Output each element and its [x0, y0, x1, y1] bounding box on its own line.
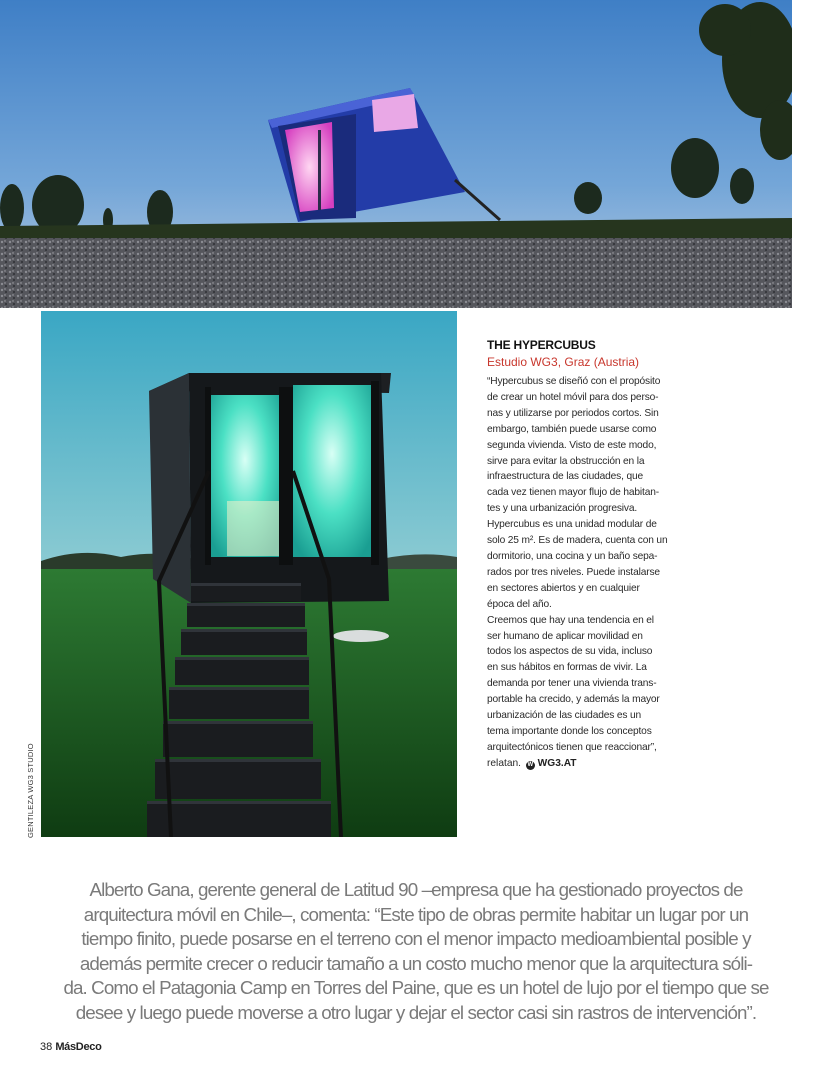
sidebar-text-line: dormitorio, una cocina y un baño sepa- [487, 550, 658, 562]
page-footer [40, 1041, 102, 1053]
source-prefix: relatan. [487, 757, 521, 769]
pull-quote [40, 878, 792, 1025]
pull-quote-line: desee y luego puede moverse a otro lugar y dejar el sector casi sin rastros de intervención”. [75, 1001, 757, 1023]
sidebar-text-line: infraestructura de las ciudades, que [487, 471, 643, 483]
sidebar-title: THE HYPERCUBUS [487, 338, 596, 352]
sidebar-body [487, 374, 677, 756]
source-row [487, 756, 677, 772]
sidebar-text-line: todos los aspectos de su vida, incluso [487, 646, 653, 658]
top-photo-hypercubus-dusk [0, 0, 792, 308]
sidebar-text-line: sirve para evitar la obstrucción en la [487, 455, 645, 467]
sidebar-text-line: de crear un hotel móvil para dos perso- [487, 391, 659, 403]
pull-quote-line: arquitectura móvil en Chile–, comenta: “Este tipo de obras permite habitar un lugar por un [83, 903, 749, 925]
sidebar-text-line: tes y una urbanización progresiva. [487, 503, 638, 515]
sidebar-text-line: portable ha crecido, y además la mayor [487, 694, 660, 706]
sidebar-subtitle: Estudio WG3, Graz (Austria) [487, 355, 640, 369]
middle-photo-hypercubus-stairs [41, 311, 457, 837]
sidebar-text-line: Hypercubus es una unidad modular de [487, 519, 657, 531]
sidebar-article [487, 338, 677, 772]
sidebar-text-line: tema importante donde los conceptos [487, 725, 652, 737]
sidebar-text-line: en sus hábitos en formas de vivir. La [487, 662, 647, 674]
sidebar-text-line: nas y utilizarse por periodos cortos. Sin [487, 407, 659, 419]
sidebar-text-line: demanda por tener una vivienda trans- [487, 678, 657, 690]
pull-quote-line: da. Como el Patagonia Camp en Torres del Paine, que es un hotel de lujo por el tiempo que se [63, 977, 769, 998]
source-link[interactable]: WG3.AT [537, 757, 577, 769]
sidebar-text-line: en sectores abiertos y en cualquier [487, 582, 640, 594]
magazine-name: MásDeco [55, 1041, 102, 1053]
sidebar-text-line: época del año. [487, 598, 552, 610]
sidebar-text-line: solo 25 m². Es de madera, cuenta con un [487, 535, 668, 547]
sidebar-text-line: segunda vivienda. Visto de este modo, [487, 439, 657, 451]
sidebar-text-line: urbanización de las ciudades es un [487, 710, 642, 722]
sidebar-text-line: arquitectónicos tienen que reaccionar”, [487, 741, 657, 753]
pull-quote-line: tiempo finito, puede posarse en el terreno con el menor impacto medioambiental posible y [81, 928, 751, 949]
pull-quote-line: además permite crecer o reducir tamaño a un costo mucho menor que la arquitectura sóli- [79, 952, 753, 974]
sidebar-text-line: ser humano de aplicar movilidad en [487, 630, 643, 642]
pull-quote-line: Alberto Gana, gerente general de Latitud 90 –empresa que ha gestionado proyectos de [89, 879, 743, 900]
sidebar-text-line: embargo, también puede usarse como [487, 423, 657, 435]
web-globe-icon: W [527, 761, 534, 768]
photo-credit: GENTILEZA WG3 STUDIO [26, 743, 35, 838]
top-photo-illustration [0, 0, 792, 308]
middle-photo-illustration [41, 311, 457, 837]
sidebar-text-line: “Hypercubus se diseñó con el propósito [487, 376, 661, 387]
sidebar-text-line: rados por tres niveles. Puede instalarse [487, 566, 660, 578]
page-number: 38 [40, 1041, 53, 1053]
sidebar-text-line: cada vez tienen mayor flujo de habitan- [487, 487, 659, 499]
sidebar-text-line: Creemos que hay una tendencia en el [487, 614, 654, 626]
